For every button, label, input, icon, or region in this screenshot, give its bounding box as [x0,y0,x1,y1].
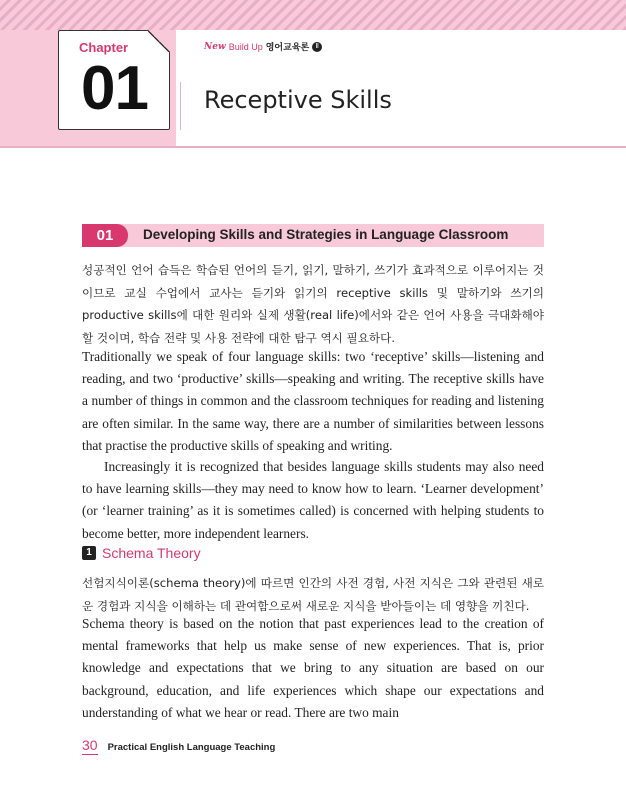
series-label [204,40,322,53]
series-name: Build Up [228,41,263,52]
series-volume-badge: Ⅱ [312,42,322,52]
header-stripes [0,0,626,30]
folded-corner-icon [148,30,170,52]
page-footer [82,737,275,755]
chapter-label: Chapter [79,40,129,55]
subsection-number: 1 [82,546,96,560]
chapter-badge [58,30,170,130]
chapter-title: Receptive Skills [204,86,392,114]
subsection-heading [82,545,201,561]
book-title: Practical English Language Teaching [107,742,276,753]
section-korean-intro: 성공적인 언어 습득은 학습된 언어의 듣기, 읽기, 말하기, 쓰기가 효과적으로 이루어지는 것이므로 교실 수업에서 교사는 듣기와 읽기의 receptive skills 및 말하기와 쓰기의 productive skills에 대한 원리와 실제 생활(real life)에서와 같은 언어 사용을 극대화해야 할 것이며, 학습 전략 및 사용 전략에 대한 탐구 역시 필요하다. [82,263,544,345]
section-title: Developing Skills and Strategies in Language Classroom [143,227,509,242]
subsection-korean-intro: 선험지식이론(schema theory)에 따르면 인간의 사전 경험, 사전 지식은 그와 관련된 새로운 경험과 지식을 이해하는 데 관여함으로써 새로운 지식을 받아들이는 데 영향을 끼친다. [82,576,544,613]
page-number: 30 [82,737,98,753]
series-korean: 영어교육론 [265,42,310,52]
section-number: 01 [82,224,128,247]
series-prefix: New [204,41,226,52]
section-paragraph-2: Increasingly it is recognized that besides language skills students may also need to have learning skills—they may need to know how to learn. ‘Learner development’ (or ‘learner training’ as it is sometimes called) is concerned with helping students to become better, more independent learners. [82,459,544,541]
title-divider [180,82,181,130]
subsection-paragraph-1: Schema theory is based on the notion that past experiences lead to the creation of mental frameworks that help us make sense of new experiences. That is, prior knowledge and expectations that we bring to any situation are based on our background, education, and life experiences which shape our expectations and understanding of what we hear or read. There are two main [82,616,544,720]
subsection-title: Schema Theory [102,545,201,561]
section-paragraph-1: Traditionally we speak of four language skills: two ‘receptive’ skills—listening and reading, and two ‘productive’ skills—speaking and writing. The receptive skills have a number of things in common and the classroom techniques for reading and listening are often similar. In the same way, there are a number of similarities between lessons that practise the productive skills of speaking and writing. [82,349,544,453]
header-divider [0,146,626,148]
chapter-number: 01 [81,54,148,123]
